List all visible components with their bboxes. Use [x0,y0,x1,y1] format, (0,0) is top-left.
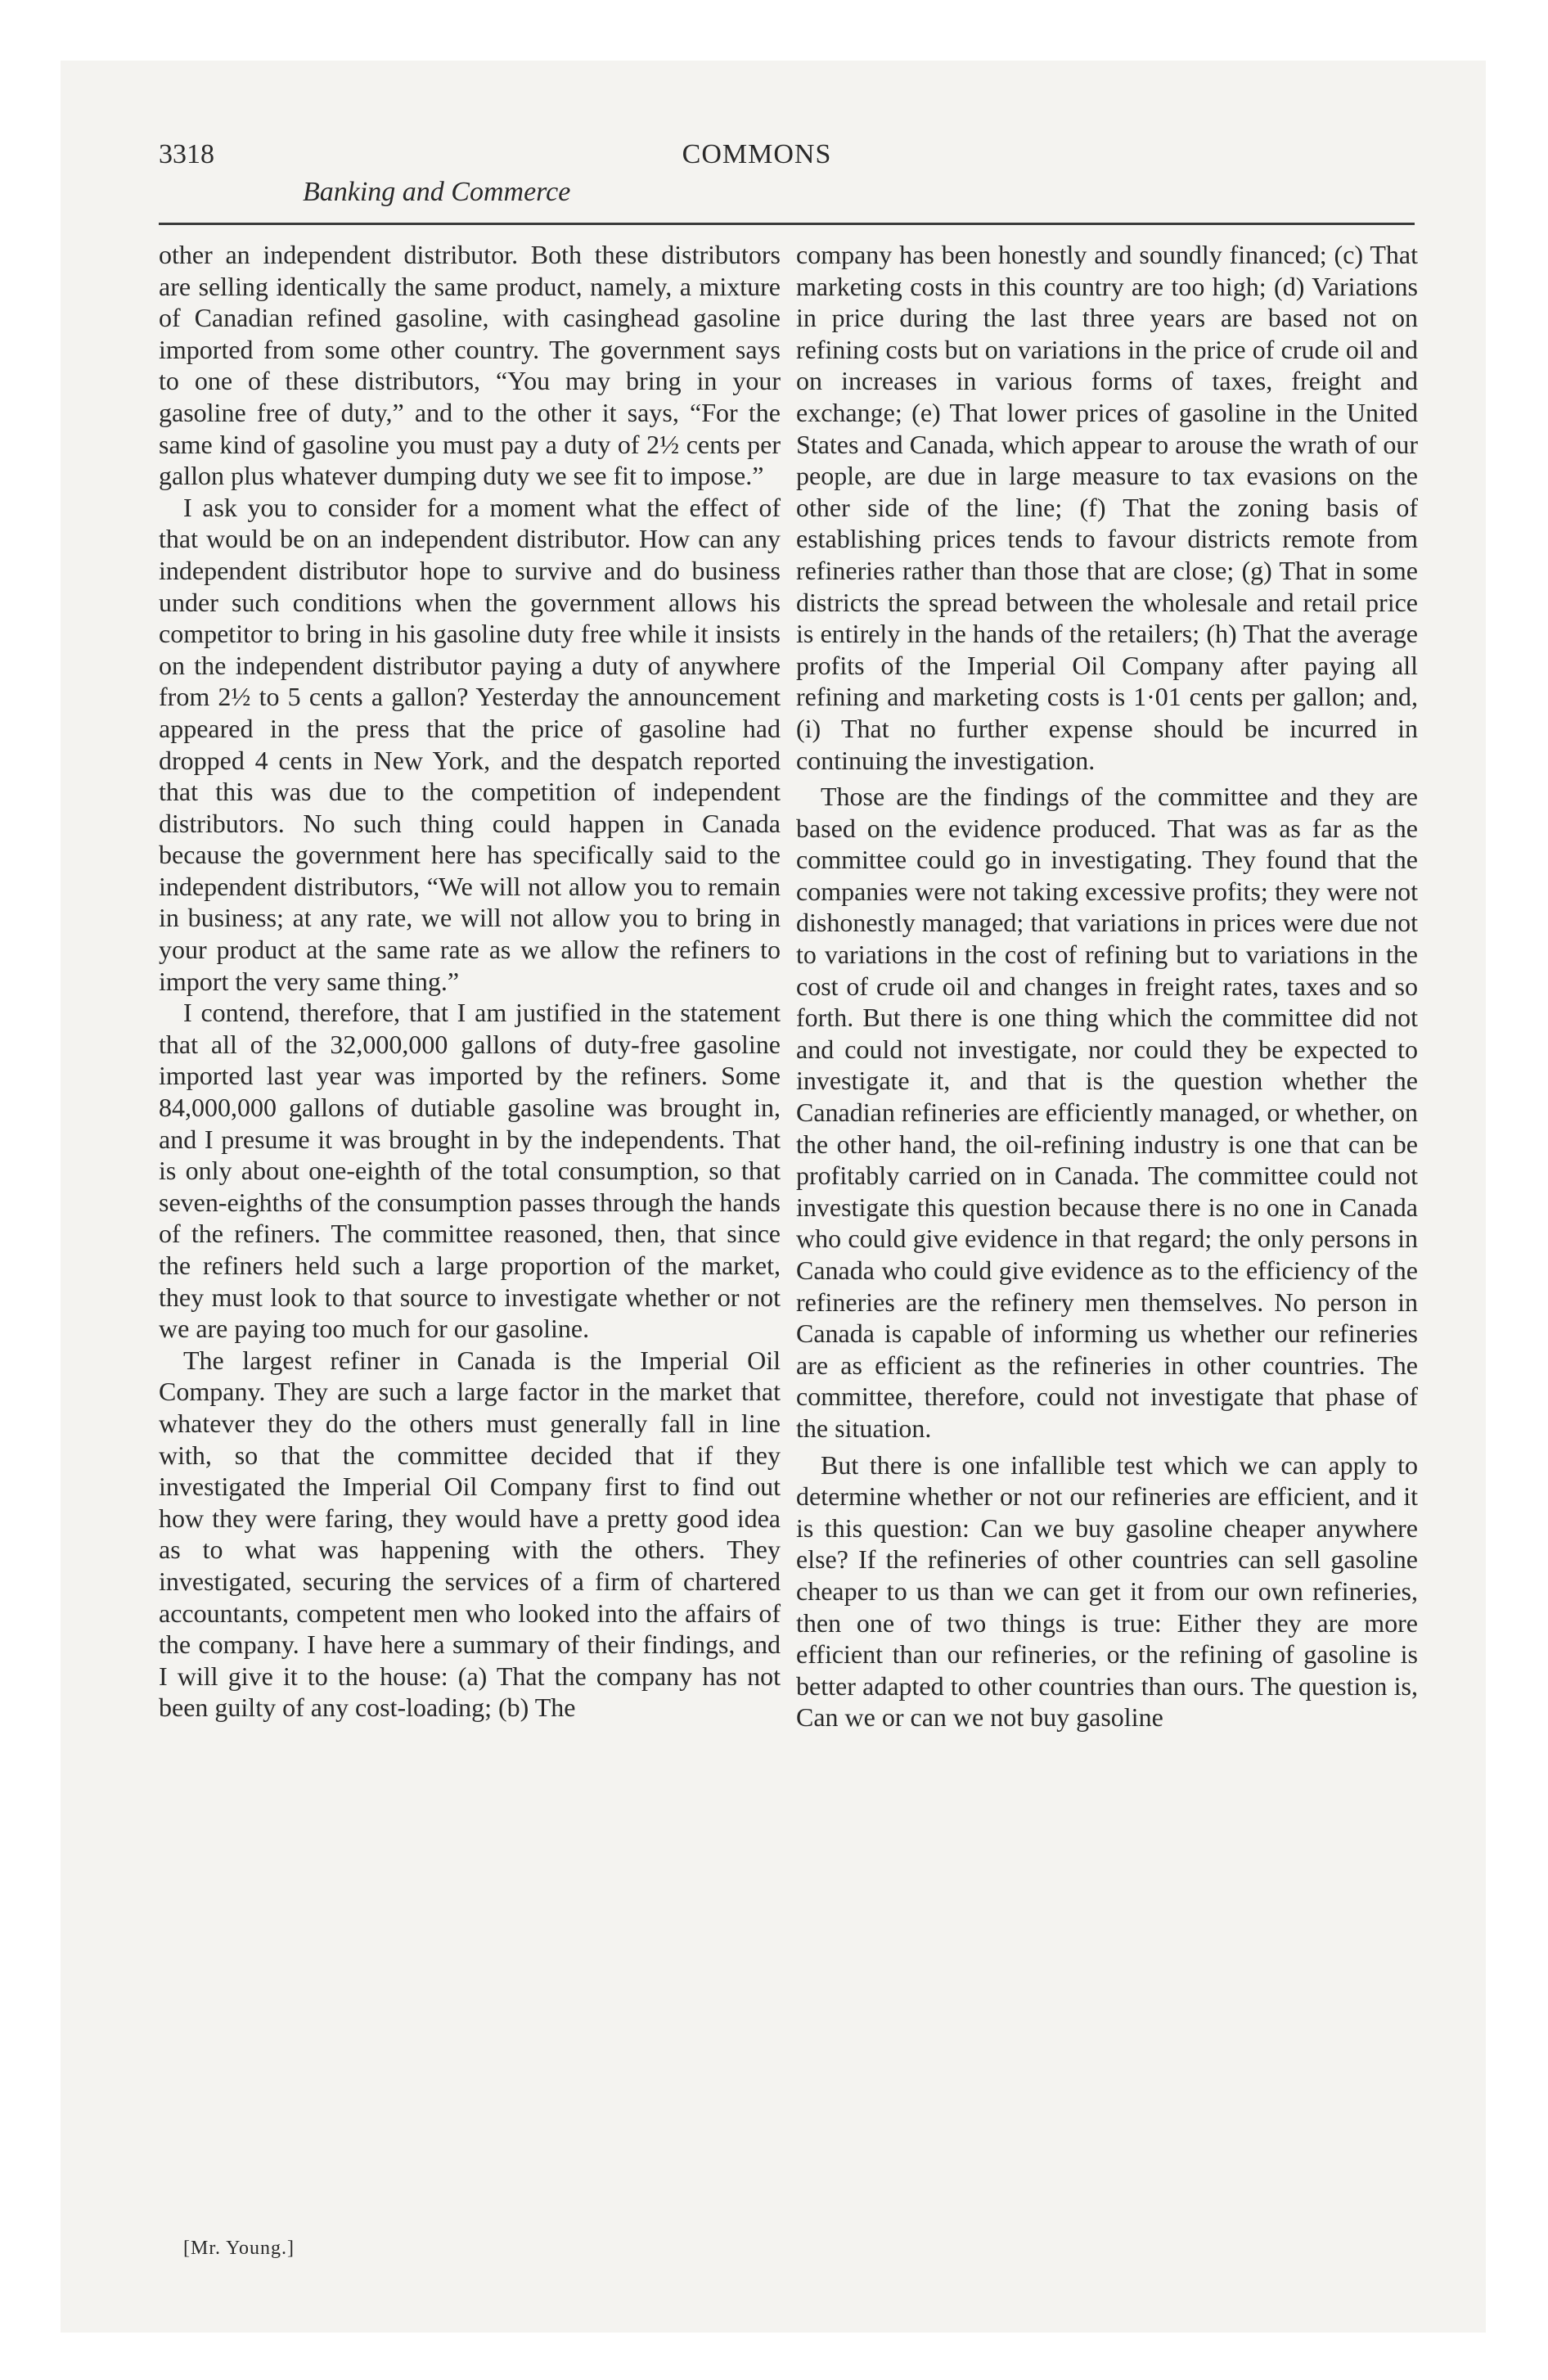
page-number: 3318 [159,139,214,169]
paragraph: Those are the findings of the committee and they are based on the evidence produced. That was as far as the committee could go in investigating. They found that the companies were not taking excessive profits; they were not dishonestly managed; that variations in prices were due not to variations in the cost of refining but to variations in the cost of crude oil and changes in freight rates, taxes and so forth. But there is one thing which the committee did not and could not investigate, nor could they be expected to investigate it, and that is the question whether the Canadian refineries are efficiently managed, or whether, on the other hand, the oil-refining industry is one that can be profitably carried on in Canada. The committee could not investigate this question because there is no one in Canada who could give evidence in that regard; the only persons in Canada who could give evidence as to the efficiency of the refineries are the refinery men themselves. No person in Canada is capable of informing us whether our refineries are as efficient as the refineries in other countries. The committee, therefore, could not investigate that phase of the situation. [796,782,1418,1443]
paragraph: I contend, therefore, that I am justified in the statement that all of the 32,000,000 gallons of duty-free gasoline imported last year was imported by the refiners. Some 84,000,000 gallons of dutiable gasoline was brought in, and I presume it was brought in by the independents. That is only about one-eighth of the total consumption, so that seven-eighths of the consumption passes through the hands of the refiners. The committee reasoned, then, that since the refiners held such a large proportion of the market, they must look to that source to investigate whether or not we are paying too much for our gasoline. [159,998,781,1344]
left-column [159,239,781,1724]
paragraph: company has been honestly and soundly financed; (c) That marketing costs in this country are too high; (d) Variations in price during the last three years are based not on refining costs but on variations in the price of crude oil and on increases in various forms of taxes, freight and exchange; (e) That lower prices of gasoline in the United States and Canada, which appear to arouse the wrath of our people, are due in large measure to tax evasions on the other side of the line; (f) That the zoning basis of establishing prices tends to favour districts remote from refineries rather than those that are close; (g) That in some districts the spread between the wholesale and retail price is entirely in the hands of the retailers; (h) That the average profits of the Imperial Oil Company after paying all refining and marketing costs is 1·01 cents per gallon; and, (i) That no further expense should be incurred in continuing the investigation. [796,240,1418,775]
speaker-footnote: [Mr. Young.] [183,2238,295,2259]
paragraph: But there is one infallible test which we can apply to determine whether or not our refineries are efficient, and it is this question: Can we buy gasoline cheaper anywhere else? If the refineries of other countries can sell gasoline cheaper to us than we can get it from our own refineries, then one of two things is true: Either they are more efficient than our refineries, or the refining of gasoline is better adapted to other countries than ours. The question is, Can we or can we not buy gasoline [796,1449,1418,1733]
running-title: COMMONS [682,139,832,169]
right-column [796,239,1418,1733]
paragraph: other an independent distributor. Both these distributors are selling identically the same product, namely, a mixture of Canadian refined gasoline, with casinghead gasoline imported from some other country. The government says to one of these distributors, “You may bring in your gasoline free of duty,” and to the other it says, “For the same kind of gasoline you must pay a duty of 2½ cents per gallon plus whatever dumping duty we see fit to impose.” [159,240,781,491]
header-rule [159,223,1415,225]
page-header [98,139,1415,213]
paragraph: I ask you to consider for a moment what the effect of that would be on an independent distributor. How can any independent distributor hope to survive and do business under such conditions when the government allows his competitor to bring in his gasoline duty free while it insists on the independent distributor paying a duty of anywhere from 2½ to 5 cents a gallon? Yesterday the announcement appeared in the press that the price of gasoline had dropped 4 cents in New York, and the despatch reported that this was due to the competition of independent distributors. No such thing could happen in Canada because the government here has specifically said to the independent distributors, “We will not allow you to remain in business; at any rate, we will not allow you to bring in your product at the same rate as we allow the refiners to import the very same thing.” [159,492,781,996]
section-title: Banking and Commerce [303,177,571,207]
paragraph: The largest refiner in Canada is the Imperial Oil Company. They are such a large factor in the market that whatever they do the others must generally fall in line with, so that the committee decided that if they investigated the Imperial Oil Company first to find out how they were faring, they would have a pretty good idea as to what was happening with the others. They investigated, securing the services of a firm of chartered accountants, competent men who looked into the affairs of the company. I have here a summary of their findings, and I will give it to the house: (a) That the company has not been guilty of any cost-loading; (b) The [159,1345,781,1723]
